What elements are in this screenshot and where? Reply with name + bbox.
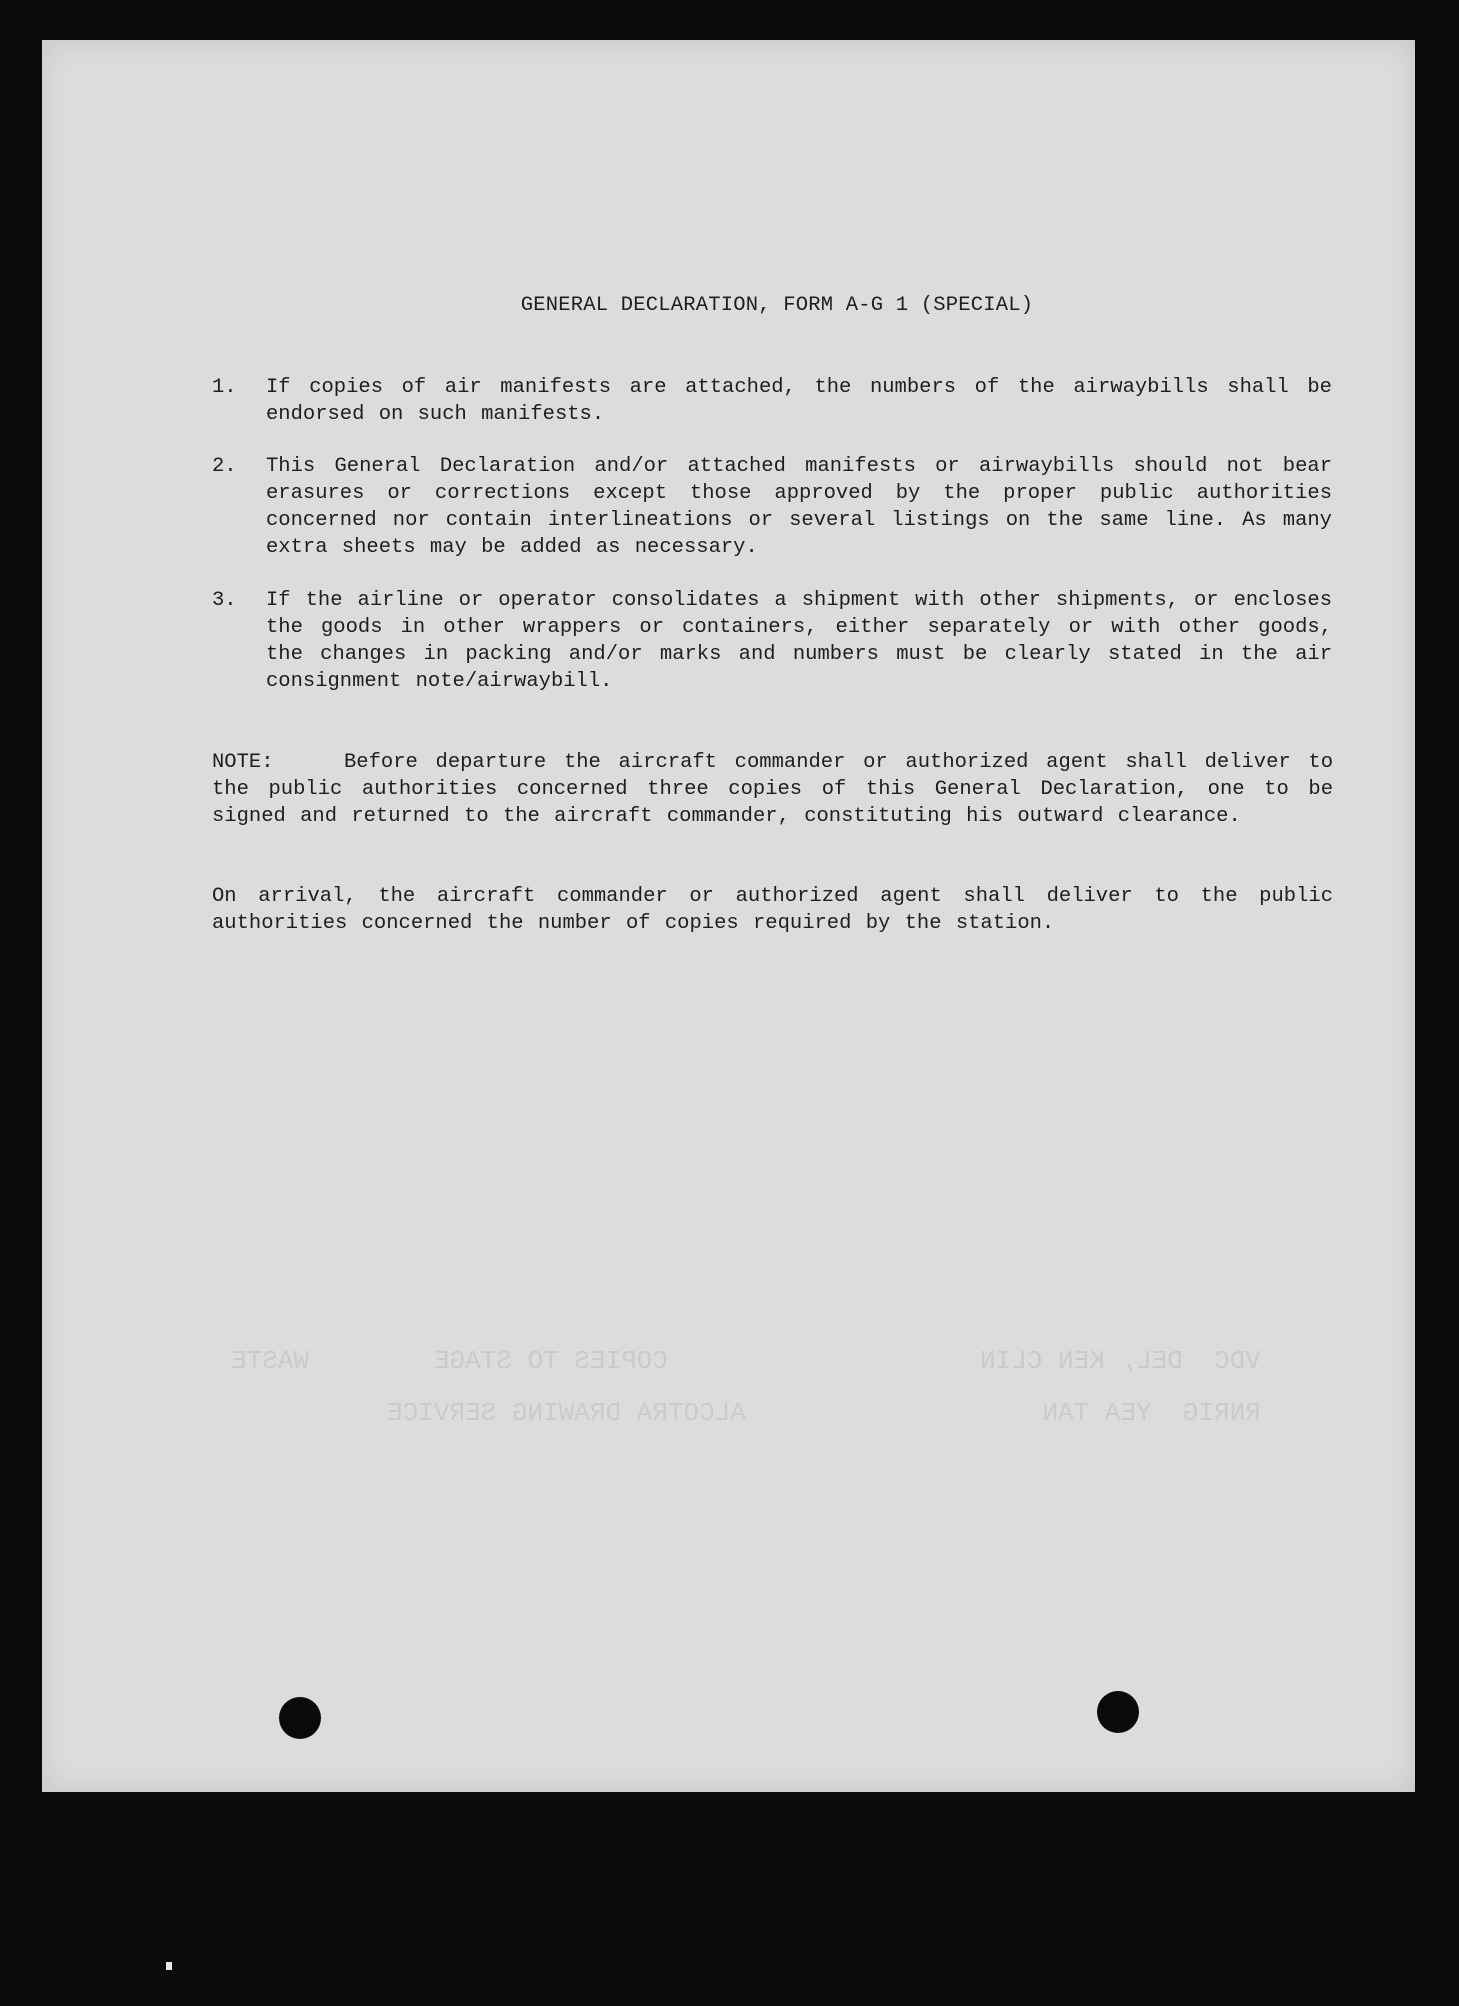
note-paragraph: [212, 749, 1333, 830]
item-number: 3.: [212, 589, 237, 612]
item-text: If the airline or operator consolidates a shipment with other shipments, or encloses the goods in other wrappers or containers, either separately or with other goods, the changes in packing and/or marks and numbers must be clearly stated in the air consignment note/airwaybill.: [266, 589, 1332, 693]
list-item: [212, 374, 1332, 428]
punch-hole-left: [279, 1697, 321, 1739]
item-text: This General Declaration and/or attached manifests or airwaybills should not bear erasures or corrections except those approved by the proper public authorities concerned nor contain interlineations or several listings on the same line. As many extra sheets may be added as necessary.: [266, 455, 1332, 559]
document-sheet: [42, 40, 1415, 1792]
list-item: [212, 453, 1332, 561]
page-title: GENERAL DECLARATION, FORM A-G 1 (SPECIAL): [520, 294, 1034, 317]
scan-speck: [166, 1962, 172, 1970]
bleed-through-text: VDC DEL, KEN CLIN COPIES TO STAGE WASTE RNRIG YEA TAN ALCOTRA DRAWING SERVICE: [231, 1346, 1261, 1428]
arrival-paragraph: On arrival, the aircraft commander or authorized agent shall deliver to the public authorities concerned the number of copies required by the station.: [212, 885, 1333, 935]
item-number: 1.: [212, 376, 237, 399]
punch-hole-right: [1097, 1691, 1139, 1733]
list-item: [212, 587, 1332, 695]
item-number: 2.: [212, 455, 237, 478]
item-text: If copies of air manifests are attached, the numbers of the airwaybills shall be endorsed on such manifests.: [266, 376, 1332, 426]
note-text: Before departure the aircraft commander or authorized agent shall deliver to the public authorities concerned three copies of this General Declaration, one to be signed and returned to the aircraft commander, constituting his outward clearance.: [212, 751, 1333, 828]
note-label: NOTE:: [212, 751, 274, 774]
